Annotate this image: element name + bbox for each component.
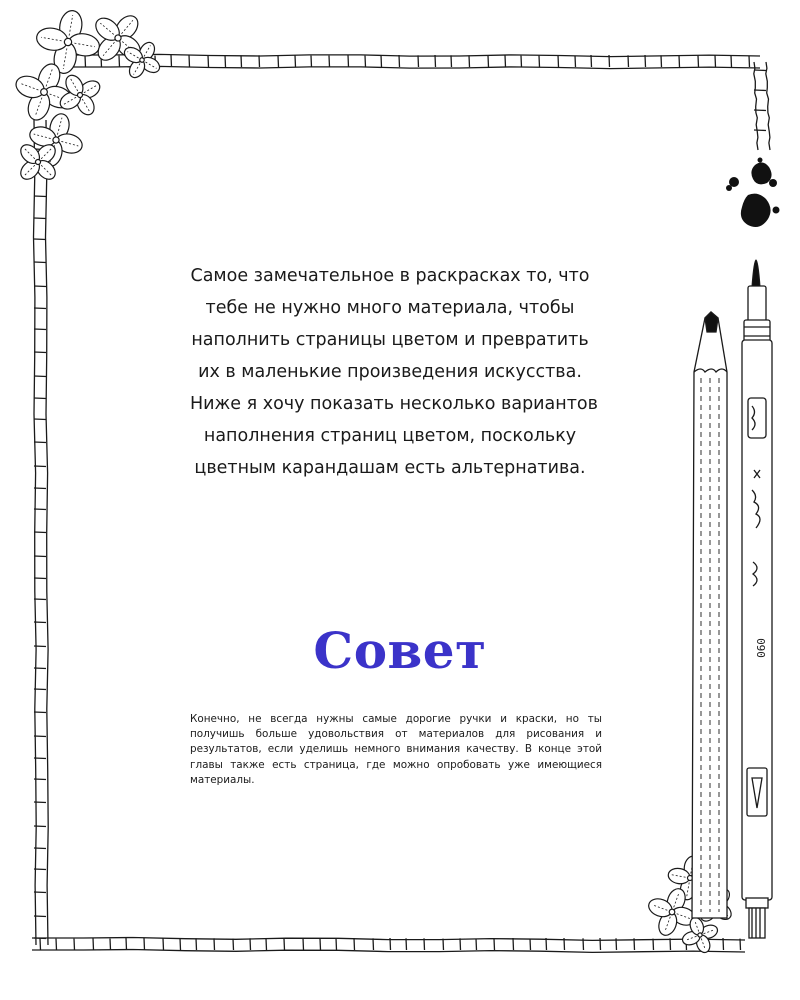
intro-line: наполнения страниц цветом, поскольку (203, 426, 577, 446)
tip-paragraph: Конечно, не всегда нужны самые дорогие ручки и краски, но ты получишь больше удовольствия от материалов для рисования и результатов, если уделишь немного внимания качеству. В конце этой главы также есть страница, где можно опробовать уже имеющиеся материалы. (190, 713, 602, 786)
marker-illustration (742, 260, 772, 938)
hand-drawn-border (32, 54, 770, 952)
intro-line: их в маленькие произведения искусства. (198, 362, 582, 382)
intro-line: Ниже я хочу показать несколько вариантов (190, 394, 598, 414)
intro-line: цветным карандашам есть альтернатива. (194, 458, 586, 478)
pencil-illustration (692, 312, 727, 918)
marker-code-label: 090 (754, 638, 767, 658)
intro-line: наполнить страницы цветом и превратить (191, 330, 589, 350)
flower-cluster-top-left (6, 0, 168, 193)
intro-line: тебе не нужно много материала, чтобы (205, 298, 575, 318)
tip-title: Совет (313, 621, 487, 680)
intro-line: Самое замечательное в раскрасках то, что (190, 266, 590, 286)
ink-splatter (726, 158, 780, 228)
intro-paragraph (190, 260, 598, 484)
